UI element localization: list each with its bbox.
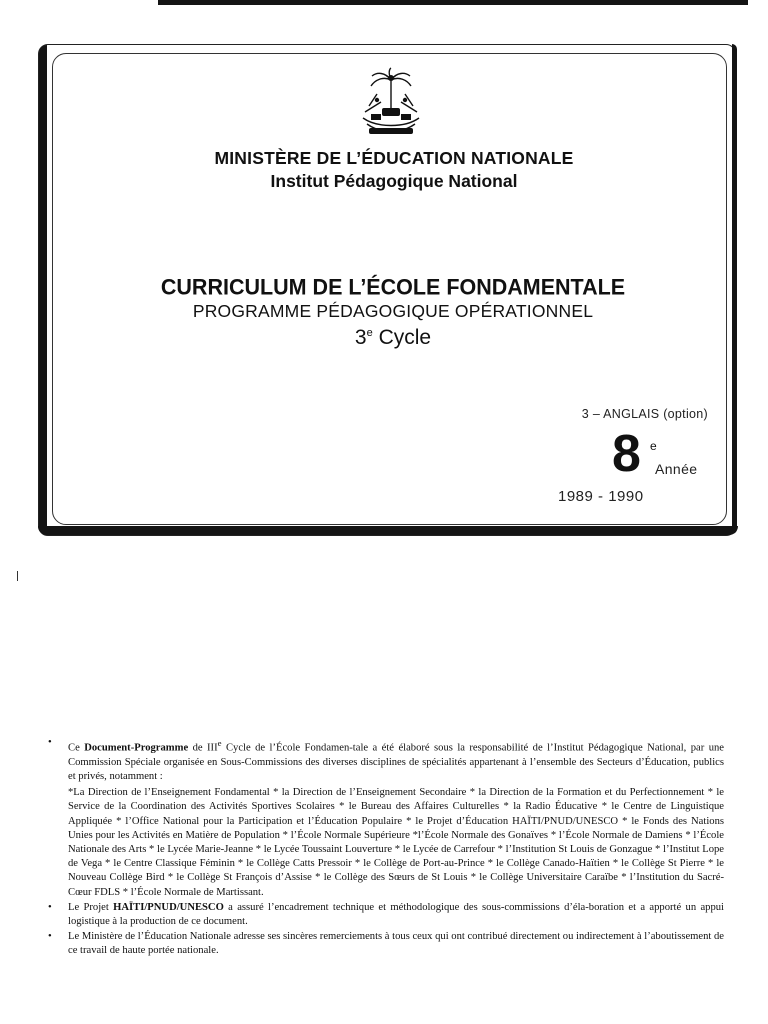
note-text bbox=[68, 901, 724, 929]
haiti-coat-of-arms-icon bbox=[357, 66, 425, 140]
note-text bbox=[68, 736, 724, 784]
cycle-word: Cycle bbox=[378, 326, 432, 349]
grade-word: Année bbox=[655, 461, 698, 477]
note-text-segment: Cycle de l’École Fondamen-tale a été élaboré sous la responsabilité de l’Institut Pédagogique National, par une Commission Spéciale organisée en Sous-Commissions des diverses disciplines de spécialités appartenant à l’ensemble des Secteurs d’Éducation, publics et privés, notamment : bbox=[68, 742, 724, 782]
superscript: e bbox=[217, 738, 222, 748]
grade-number: 8 bbox=[612, 425, 641, 483]
contributors-list: *La Direction de l’Enseignement Fondamental * la Direction de l’Enseignement Secondaire * la Direction de la Formation et du Perfectionnement * le Service de la Coordination des Activités Sportives Scolaires * le Bureau des Affaires Culturelles * la Radio Éducative * le Centre de Linguistique Appliquée * l’Office National pour la Participation et l’Éducation Populaire * le Projet d’Éducation HAÏTI/PNUD/UNESCO * le Fonds des Nations Unies pour les Activités en Matière de Population * l’École Normale Supérieure *l’École Normale des Gonaïves * l’École Normale de Damiens * l’École Nationale des Arts * le Lycée Marie-Jeanne * le Lycée Toussaint Louverture * le Lycée de Carrefour * l’Institution St Louis de Gonzague * l’Institut Lope de Vega * le Centre Classique Féminin * le Collège Catts Pressoir * le Collège de Port-au-Prince * le Collège Canado-Haïtien * le Collège St Pierre * le Nouveau Collège Bird * le Collège St François d’Assise * le Collège des Sœurs de St Louis * le Collège Universitaire Caraïbe * l’Institution du Sacré-Cœur FDLS * l’École Normale de Martissant. bbox=[68, 787, 724, 898]
note-text-segment: Ce bbox=[68, 742, 85, 754]
scan-top-edge bbox=[158, 0, 748, 5]
ministry-name: MINISTÈRE DE L’ÉDUCATION NATIONALE bbox=[214, 148, 574, 168]
document-programme-label: Document-Programme bbox=[84, 742, 189, 754]
note-text-segment: de III bbox=[188, 742, 218, 754]
cycle-label bbox=[0, 326, 768, 350]
note-item bbox=[48, 901, 724, 929]
note-item bbox=[48, 736, 724, 900]
bullet: • bbox=[48, 737, 52, 748]
cover-frame-shadow-bottom bbox=[38, 526, 738, 535]
subject-label: 3 – ANGLAIS (option) bbox=[581, 407, 708, 421]
cycle-superscript: e bbox=[366, 327, 373, 339]
school-years: 1989 - 1990 bbox=[558, 488, 644, 505]
institute-name: Institut Pédagogique National bbox=[270, 171, 518, 191]
curriculum-title: CURRICULUM DE L’ÉCOLE FONDAMENTALE bbox=[160, 274, 626, 300]
scan-mark bbox=[17, 571, 18, 581]
note-text-segment: Le Projet bbox=[68, 901, 114, 913]
cycle-number: 3 bbox=[354, 326, 367, 349]
note-text-segment: a assuré l’encadrement technique et méthodologique des sous-commissions d’éla-boration et a apporté un appui logistique à la production de ce document. bbox=[68, 901, 724, 927]
bullet: • bbox=[48, 931, 52, 943]
project-name: HAÏTI/PNUD/UNESCO bbox=[113, 901, 224, 913]
grade-superscript: e bbox=[650, 439, 657, 453]
note-item bbox=[48, 930, 724, 958]
credits-notes bbox=[48, 736, 724, 959]
program-subtitle: PROGRAMME PÉDAGOGIQUE OPÉRATIONNEL bbox=[192, 301, 594, 321]
note-text: Le Ministère de l’Éducation Nationale adresse ses sincères remerciements à tous ceux qui ont contribué directement ou indirectement à l’aboutissement de ce travail de haute portée nationale. bbox=[68, 931, 724, 957]
bullet: • bbox=[48, 901, 52, 913]
